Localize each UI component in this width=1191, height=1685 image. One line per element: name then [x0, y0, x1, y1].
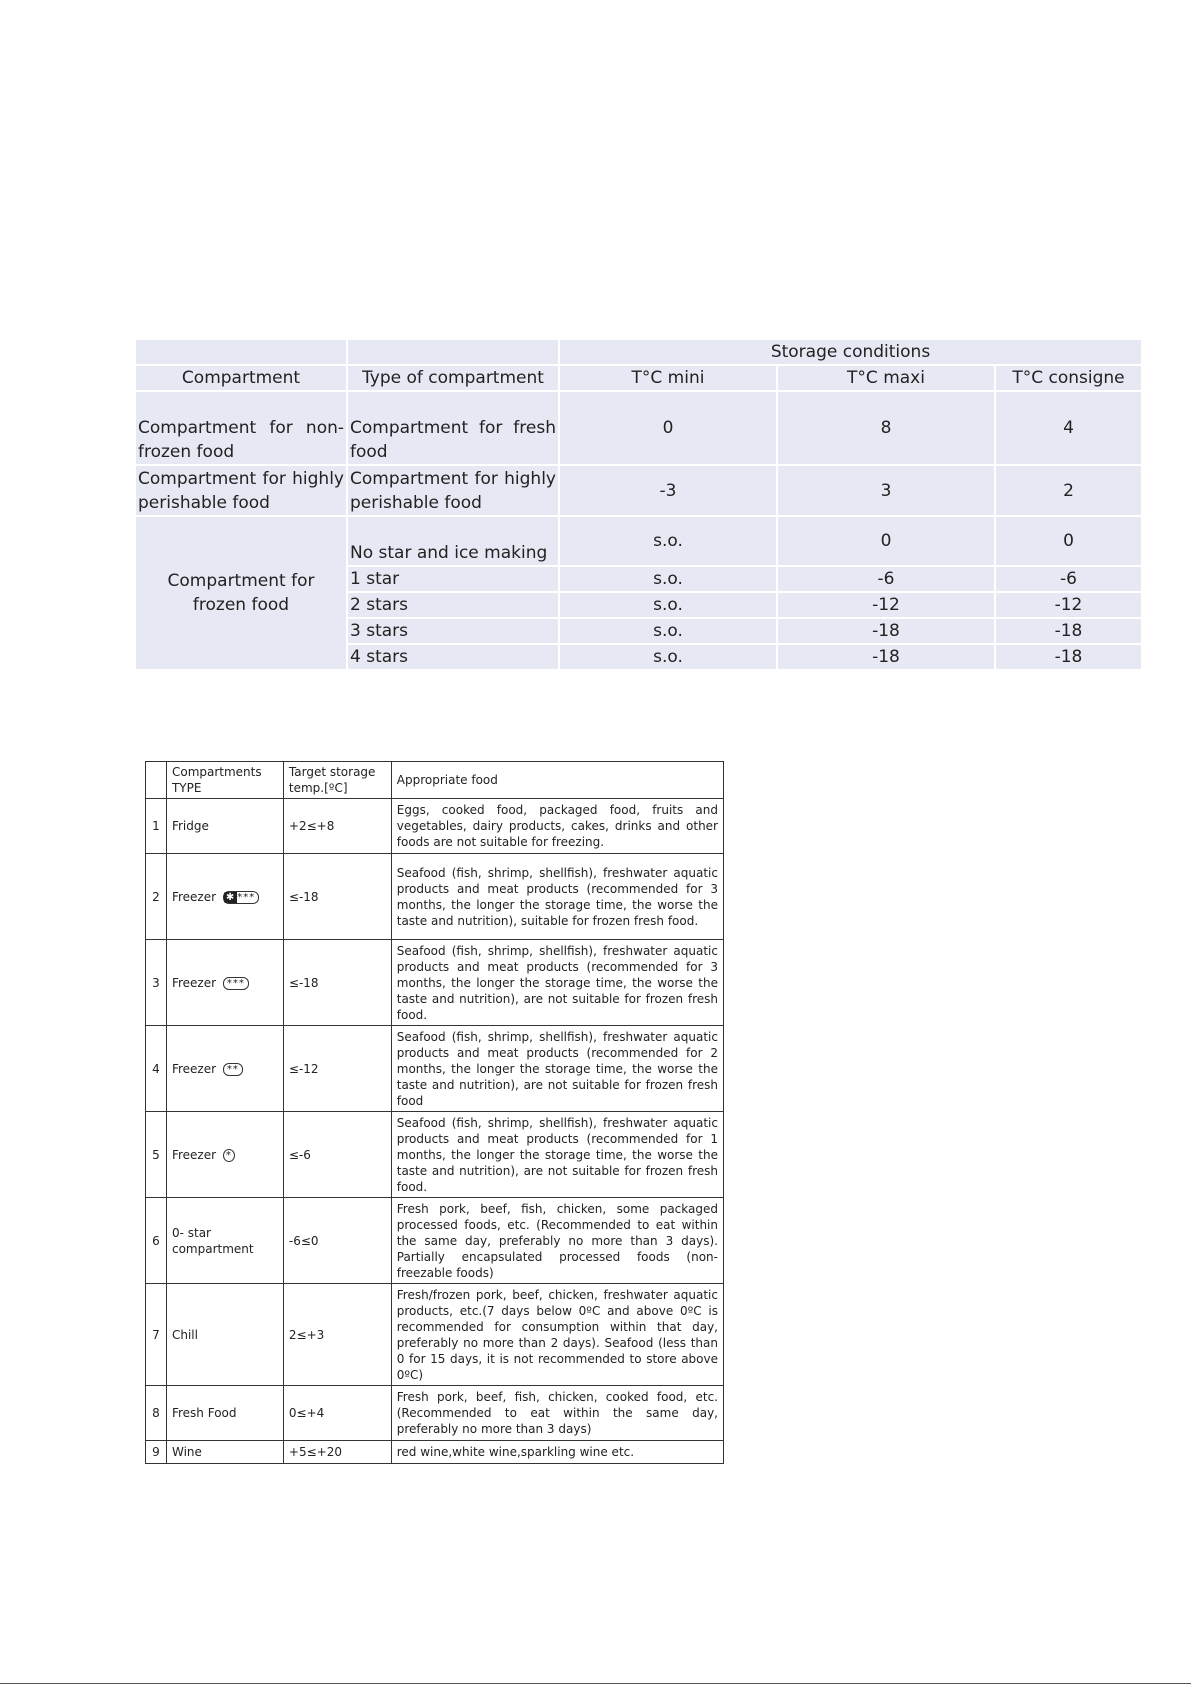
column-header: T°C consigne: [996, 366, 1141, 390]
mini-cell: -3: [560, 466, 776, 515]
appropriate-food: Seafood (fish, shrimp, shellfish), freshwater aquatic products and meat products (recommended for 3 months, the longer the storage time, the worse the taste and nutrition), suitable for frozen fresh food.: [391, 854, 723, 940]
compartment-type-cell: [166, 1112, 283, 1198]
target-temp: ≤-18: [283, 854, 391, 940]
target-temp: ≤-18: [283, 940, 391, 1026]
table-row: [146, 1198, 724, 1284]
maxi-cell: -18: [778, 619, 994, 643]
consigne-cell: 0: [996, 517, 1141, 565]
four-star-freezer-icon: [223, 891, 259, 904]
table-row: [146, 1441, 724, 1464]
row-number: 2: [146, 854, 167, 940]
maxi-cell: 3: [778, 466, 994, 515]
compartment-type: Wine: [166, 1441, 283, 1464]
table-row: [146, 1112, 724, 1198]
food-header-row: [146, 762, 724, 799]
maxi-cell: -12: [778, 593, 994, 617]
type-cell: Compartment for fresh food: [348, 392, 558, 464]
column-header: Appropriate food: [391, 762, 723, 799]
column-header: Target storage temp.[ºC]: [283, 762, 391, 799]
table-row: [146, 1284, 724, 1386]
appropriate-food: red wine,white wine,sparkling wine etc.: [391, 1441, 723, 1464]
type-cell: 4 stars: [348, 645, 558, 669]
target-temp: -6≤0: [283, 1198, 391, 1284]
mini-cell: s.o.: [560, 567, 776, 591]
compartment-type: Fresh Food: [166, 1386, 283, 1441]
compartment-type: Freezer: [171, 975, 217, 990]
table-row: [146, 940, 724, 1026]
column-header: Compartment: [136, 366, 346, 390]
one-star-freezer-icon: *: [223, 1149, 235, 1162]
target-temp: 0≤+4: [283, 1386, 391, 1441]
compartment-cell: Compartment for non-frozen food: [136, 392, 346, 464]
type-cell: No star and ice making: [348, 517, 558, 565]
consigne-cell: -12: [996, 593, 1141, 617]
compartment-type-cell: [166, 854, 283, 940]
type-cell: 3 stars: [348, 619, 558, 643]
two-star-freezer-icon: **: [223, 1063, 243, 1076]
target-temp: ≤-12: [283, 1026, 391, 1112]
compartment-type: Freezer: [171, 1061, 217, 1076]
compartment-type: Chill: [166, 1284, 283, 1386]
table-row: [136, 392, 1141, 464]
target-temp: +5≤+20: [283, 1441, 391, 1464]
consigne-cell: -18: [996, 619, 1141, 643]
type-cell: 1 star: [348, 567, 558, 591]
storage-header-row: [136, 366, 1141, 390]
header-blank-cell: [348, 340, 558, 364]
row-number: 8: [146, 1386, 167, 1441]
target-temp: +2≤+8: [283, 799, 391, 854]
maxi-cell: -6: [778, 567, 994, 591]
appropriate-food: Seafood (fish, shrimp, shellfish), freshwater aquatic products and meat products (recommended for 3 months, the longer the storage time, the worse the taste and nutrition), are not suitable for frozen fresh food.: [391, 940, 723, 1026]
row-number: 5: [146, 1112, 167, 1198]
type-cell: 2 stars: [348, 593, 558, 617]
table-row: [136, 517, 1141, 565]
compartment-type: Freezer: [171, 1147, 217, 1162]
consigne-cell: -18: [996, 645, 1141, 669]
compartment-type-cell: [166, 940, 283, 1026]
compartment-cell: Compartment for highly perishable food: [136, 466, 346, 515]
compartment-type: Fridge: [166, 799, 283, 854]
target-temp: 2≤+3: [283, 1284, 391, 1386]
storage-conditions-table: [134, 338, 1143, 671]
column-header: T°C maxi: [778, 366, 994, 390]
row-number: 1: [146, 799, 167, 854]
appropriate-food: Seafood (fish, shrimp, shellfish), freshwater aquatic products and meat products (recommended for 1 months, the longer the storage time, the worse the taste and nutrition), are not suitable for frozen fresh food.: [391, 1112, 723, 1198]
appropriate-food: Eggs, cooked food, packaged food, fruits and vegetables, dairy products, cakes, drinks and other foods are not suitable for freezing.: [391, 799, 723, 854]
table-row: [146, 1026, 724, 1112]
maxi-cell: -18: [778, 645, 994, 669]
snowflake-icon: ✱: [225, 891, 236, 903]
compartment-cell: Compartment for frozen food: [136, 517, 346, 669]
mini-cell: s.o.: [560, 645, 776, 669]
column-header: Type of compartment: [348, 366, 558, 390]
column-header: T°C mini: [560, 366, 776, 390]
table-row: [146, 799, 724, 854]
page-bottom-rule: [0, 1683, 1191, 1684]
row-number: 4: [146, 1026, 167, 1112]
three-star-freezer-icon: ***: [223, 977, 249, 990]
table-row: [146, 1386, 724, 1441]
maxi-cell: 8: [778, 392, 994, 464]
storage-conditions-heading: Storage conditions: [560, 340, 1141, 364]
column-header: [146, 762, 167, 799]
stars-label: ***: [237, 891, 256, 903]
consigne-cell: -6: [996, 567, 1141, 591]
mini-cell: s.o.: [560, 619, 776, 643]
consigne-cell: 2: [996, 466, 1141, 515]
mini-cell: s.o.: [560, 517, 776, 565]
mini-cell: 0: [560, 392, 776, 464]
appropriate-food: Seafood (fish, shrimp, shellfish), freshwater aquatic products and meat products (recommended for 2 months, the longer the storage time, the worse the taste and nutrition), are not suitable for frozen fresh food: [391, 1026, 723, 1112]
consigne-cell: 4: [996, 392, 1141, 464]
mini-cell: s.o.: [560, 593, 776, 617]
storage-header-group-row: [136, 340, 1141, 364]
type-cell: Compartment for highly perishable food: [348, 466, 558, 515]
appropriate-food: Fresh/frozen pork, beef, chicken, freshwater aquatic products, etc.(7 days below 0ºC and above 0ºC is recommended for consumption within that day, preferably no more than 2 days). Seafood (less than 0 for 15 days, it is not recommended to store above 0ºC): [391, 1284, 723, 1386]
appropriate-food: Fresh pork, beef, fish, chicken, cooked food, etc. (Recommended to eat within the same day, preferably no more than 3 days): [391, 1386, 723, 1441]
compartment-type-cell: [166, 1026, 283, 1112]
appropriate-food-table: [145, 761, 724, 1464]
maxi-cell: 0: [778, 517, 994, 565]
table-row: [146, 854, 724, 940]
target-temp: ≤-6: [283, 1112, 391, 1198]
compartment-type: Freezer: [171, 889, 217, 904]
appropriate-food: Fresh pork, beef, fish, chicken, some packaged processed foods, etc. (Recommended to eat within the same day, preferably no more than 3 days). Partially encapsulated processed foods (non-freezable foods): [391, 1198, 723, 1284]
row-number: 9: [146, 1441, 167, 1464]
column-header: Compartments TYPE: [166, 762, 283, 799]
header-blank-cell: [136, 340, 346, 364]
table-row: [136, 466, 1141, 515]
row-number: 7: [146, 1284, 167, 1386]
row-number: 3: [146, 940, 167, 1026]
compartment-type: 0- star compartment: [166, 1198, 283, 1284]
row-number: 6: [146, 1198, 167, 1284]
